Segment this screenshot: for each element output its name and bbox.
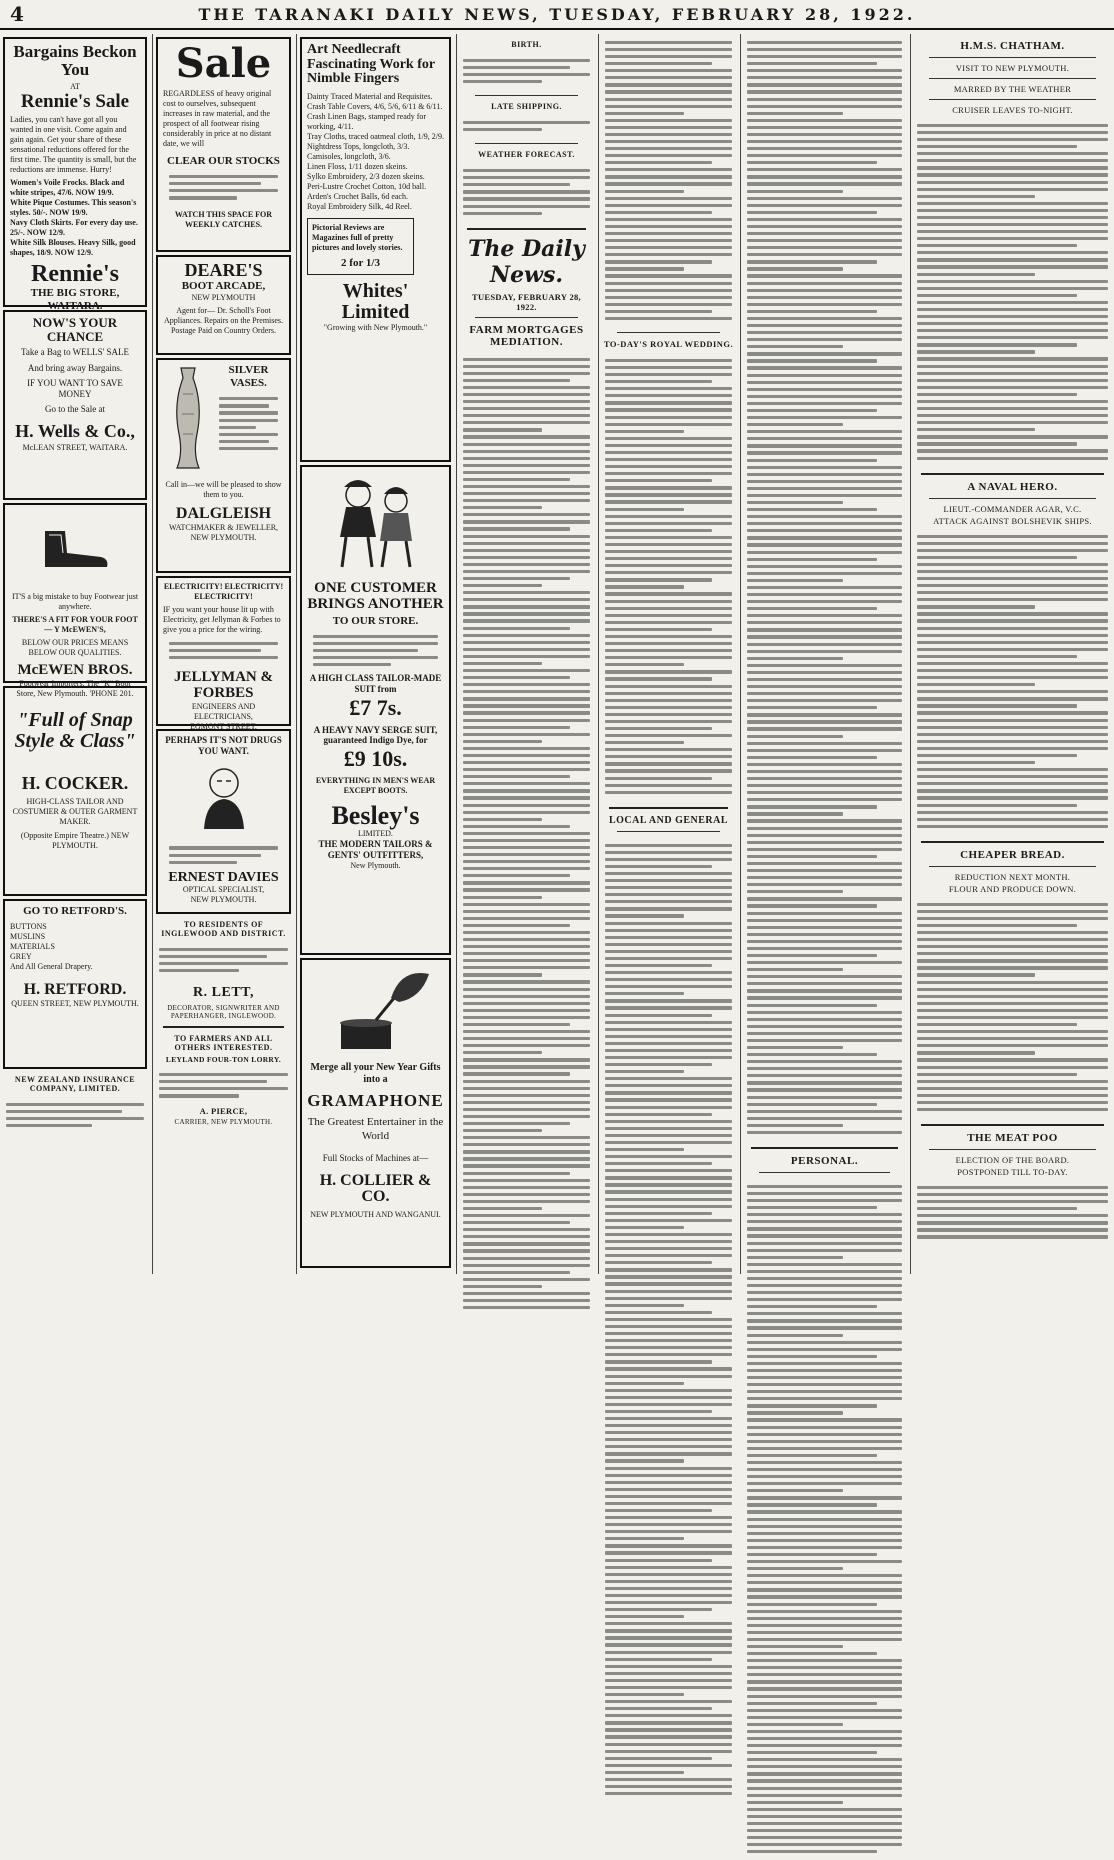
editorial-title: FARM MORTGAGES MEDIATION. <box>469 323 584 348</box>
pierce-sub: LEYLAND FOUR-TON LORRY. <box>165 1055 282 1065</box>
davies-trade: OPTICAL SPECIALIST, <box>182 885 265 895</box>
whites-item: Tray Cloths, traced oatmeal cloth, 1/9, 2/9. <box>307 132 445 142</box>
birth-text <box>457 52 596 90</box>
whites-headline: Art Needlecraft Fascinating Work for Nimble Fingers <box>307 42 435 87</box>
besley-to-store: TO OUR STORE. <box>332 614 419 627</box>
whites-item: Nightdress Tops, longcloth, 3/3. <box>307 142 410 152</box>
masthead-title: THE TARANAKI DAILY NEWS, TUESDAY, FEBRUARY 28, 1922. <box>198 4 916 24</box>
wells-name: H. Wells & Co., <box>15 420 135 441</box>
naval-hero-text <box>911 528 1114 835</box>
wells-line1: NOW'S YOUR CHANCE <box>32 315 118 344</box>
lett-trade: DECORATOR, SIGNWRITER AND PAPERHANGER, INGLEWOOD. <box>167 1004 280 1021</box>
column-1 <box>0 34 150 1274</box>
jellyman-trade: ENGINEERS AND ELECTRICIANS, <box>191 701 256 721</box>
rennie-item: White Silk Blouses. Heavy Silk, good shapes, 18/9. NOW 12/9. <box>10 237 136 257</box>
besley-ltd: LIMITED. <box>358 829 393 839</box>
whites-note: Pictorial Reviews are Magazines full of pretty pictures and lovely stories. <box>312 223 403 253</box>
deare-shop: BOOT ARCADE, <box>181 279 266 292</box>
editorial-date: TUESDAY, FEBRUARY 28, 1922. <box>472 291 581 312</box>
local-general-heading: LOCAL AND GENERAL <box>608 814 729 826</box>
sale-ad <box>156 37 291 252</box>
davies-text <box>163 840 284 871</box>
wells-line4: IF YOU WANT TO SAVE MONEY <box>27 377 123 400</box>
davies-town: NEW PLYMOUTH. <box>190 895 257 905</box>
sale-headline: Sale <box>175 40 272 87</box>
forecast-text <box>457 162 596 221</box>
mcewen-name: McEWEN BROS. <box>17 662 133 678</box>
pierce-trade: CARRIER, NEW PLYMOUTH. <box>174 1118 273 1127</box>
chatham-sub1: VISIT TO NEW PLYMOUTH. <box>955 63 1070 73</box>
cheaper-bread-title: CHEAPER BREAD. <box>960 848 1065 861</box>
rennie-headline: Bargains Beckon You <box>13 42 137 79</box>
besley-town: New Plymouth. <box>350 861 401 871</box>
collier-town: NEW PLYMOUTH AND WANGANUI. <box>310 1210 441 1220</box>
retford-name: H. RETFORD. <box>23 981 127 999</box>
editorial-text <box>457 351 596 1316</box>
retford-heading: GO TO RETFORD'S. <box>23 905 127 917</box>
meat-pool-sub: ELECTION OF THE BOARD. <box>955 1155 1070 1166</box>
besley-ad <box>300 465 451 955</box>
retford-item: GREY <box>10 952 32 962</box>
whites-item: Dainty Traced Material and Requisites. <box>307 92 433 102</box>
whites-item: Crash Linen Bags, stamped ready for working, 4/11. <box>307 112 427 132</box>
besley-offer2: A HEAVY NAVY SERGE SUIT, guaranteed Indigo Dye, for <box>313 724 438 746</box>
jellyman-ad <box>156 576 291 731</box>
jellyman-body: IF you want your house lit up with Electricity, get Jellyman & Forbes to give you a price for the wiring. <box>163 605 281 635</box>
cocker-name: H. COCKER. <box>21 773 129 793</box>
retford-address: QUEEN STREET, NEW PLYMOUTH. <box>11 998 139 1008</box>
column-6-text-top <box>741 34 908 1141</box>
column-3 <box>296 34 454 1274</box>
wells-address: McLEAN STREET, WAITARA. <box>22 443 128 453</box>
naval-hero-sub2: ATTACK AGAINST BOLSHEVIK SHIPS. <box>933 515 1092 526</box>
collier-line2: The Greatest Entertainer in the World <box>307 1115 444 1142</box>
insurance-text <box>0 1096 150 1134</box>
chatham-sub3: CRUISER LEAVES TO-NIGHT. <box>952 105 1073 115</box>
rennie-town: WAITARA. <box>47 300 103 312</box>
mcewen-line3: BELOW OUR PRICES MEANS BELOW OUR QUALITIES. <box>21 638 129 657</box>
retford-item: And All General Drapery. <box>10 962 93 972</box>
insurance-notice: NEW ZEALAND INSURANCE COMPANY, LIMITED. <box>14 1075 136 1093</box>
personal-heading: PERSONAL. <box>790 1155 859 1167</box>
cheaper-bread-text <box>911 896 1114 1118</box>
man-illustration <box>184 761 264 831</box>
cocker-slogan: "Full of Snap Style & Class" <box>14 709 136 752</box>
jellyman-street: EGMONT STREET. <box>190 721 257 731</box>
meat-pool-text <box>911 1179 1114 1246</box>
rennie-item: White Pique Costumes. This season's styles. 50/-. NOW 19/9. <box>10 197 137 217</box>
column-5 <box>598 34 738 1274</box>
besley-trade: THE MODERN TAILORS & GENTS' OUTFITTERS, <box>318 839 433 861</box>
masthead <box>0 0 1114 30</box>
collier-ad <box>300 958 451 1268</box>
column-2 <box>152 34 294 1274</box>
whites-ad <box>300 37 451 462</box>
besley-price2: £9 10s. <box>343 746 408 772</box>
forecast-heading: WEATHER FORECAST. <box>478 150 575 160</box>
besley-offer1: A HIGH CLASS TAILOR-MADE SUIT from <box>309 672 442 694</box>
naval-hero-sub: LIEUT.-COMMANDER AGAR, V.C. <box>943 503 1082 514</box>
whites-item: Peri-Lustre Crochet Cotton, 10d ball. <box>307 182 427 192</box>
dalgleish-call: Call in—we will be pleased to show them to you. <box>165 480 282 499</box>
dalgleish-name: DALGLEISH <box>175 505 272 522</box>
whites-item: Royal Embroidery Silk, 4d Reel. <box>307 202 412 212</box>
pierce-text <box>153 1066 294 1104</box>
whites-item: Camisoles, longcloth, 3/6. <box>307 152 391 162</box>
royal-wedding-text <box>599 352 738 801</box>
rennie-ad <box>3 37 147 312</box>
besley-tagline: EVERYTHING IN MEN'S WEAR EXCEPT BOOTS. <box>315 776 436 796</box>
rennie-store: THE BIG STORE, <box>30 286 120 299</box>
retford-ad <box>3 899 147 1069</box>
besley-price1: £7 7s. <box>349 694 402 720</box>
rennie-at: AT <box>70 81 80 91</box>
whites-slogan: "Growing with New Plymouth." <box>323 323 428 333</box>
wells-ad <box>3 310 147 500</box>
mcewen-line2: THERE'S A FIT FOR YOUR FOOT — Y McEWEN'S, <box>12 615 138 634</box>
rennie-blurb: Ladies, you can't have got all you wanted in one visit. Come again and gain again. Get your share of these sensational reductions offered for the first time. The quantity is small, but the reductions are immense. Hurry! <box>10 114 137 174</box>
wells-line2: Take a Bag to WELLS' SALE <box>20 347 130 358</box>
page-number: 4 <box>10 2 24 26</box>
pierce-heading: TO FARMERS AND ALL OTHERS INTERESTED. <box>174 1034 273 1053</box>
wells-line5: Go to the Sale at <box>45 404 105 415</box>
daily-news-masthead: The Daily News. <box>468 235 585 288</box>
chatham-sub2: MARRED BY THE WEATHER <box>953 84 1072 94</box>
chatham-title: H.M.S. CHATHAM. <box>960 40 1065 52</box>
collier-line3: Full Stocks of Machines at— <box>322 1153 429 1164</box>
jellyman-name: JELLYMAN & FORBES <box>173 669 274 702</box>
chatham-text <box>911 117 1114 467</box>
lett-heading: TO RESIDENTS OF INGLEWOOD AND DISTRICT. <box>161 920 286 938</box>
mcewen-address: Footwear Importers, The "K" Boot Store, New Plymouth. 'PHONE 201. <box>16 678 134 698</box>
shipping-heading: LATE SHIPPING. <box>491 102 562 112</box>
davies-headline: PERHAPS IT'S NOT DRUGS YOU WANT. <box>165 735 282 756</box>
cocker-ad <box>3 686 147 896</box>
sale-intro: REGARDLESS of heavy original cost to ourselves, subsequent increases in raw material, and the prospect of all footwear rising considerably in price at no distant date, we will <box>163 89 272 148</box>
cheaper-bread-sub: REDUCTION NEXT MONTH. <box>954 871 1071 882</box>
davies-name: ERNEST DAVIES <box>168 869 279 885</box>
cheaper-bread-sub2: FLOUR AND PRODUCE DOWN. <box>948 883 1077 894</box>
pierce-name: A. PIERCE, <box>199 1106 248 1117</box>
davies-ad <box>156 729 291 914</box>
retford-item: MUSLINS <box>10 932 46 942</box>
sale-clear: CLEAR OUR STOCKS <box>167 155 280 167</box>
deare-town: NEW PLYMOUTH <box>191 293 256 303</box>
rennie-name: Rennie's Sale <box>20 90 130 112</box>
vase-illustration <box>163 364 213 474</box>
mcewen-ad <box>3 503 147 698</box>
cocker-address: (Opposite Empire Theatre.) NEW PLYMOUTH. <box>20 830 130 850</box>
naval-hero-title: A NAVAL HERO. <box>967 480 1058 493</box>
besley-text <box>307 628 444 673</box>
column-7 <box>910 34 1114 1274</box>
deare-ad <box>156 255 291 355</box>
besley-headline: ONE CUSTOMER BRINGS ANOTHER <box>307 580 444 612</box>
column-4 <box>456 34 596 1274</box>
retford-item: BUTTONS <box>10 922 47 932</box>
sale-footer: WATCH THIS SPACE FOR WEEKLY CATCHES. <box>174 210 273 230</box>
boot-illustration <box>35 513 115 583</box>
dalgleish-town: NEW PLYMOUTH. <box>190 532 257 542</box>
vase-text <box>213 390 284 457</box>
wells-line3: And bring away Bargains. <box>27 362 123 373</box>
whites-name: Whites' Limited <box>341 280 410 324</box>
rennie-footer-name: Rennie's <box>30 260 119 287</box>
meat-pool-title: THE MEAT POO <box>967 1132 1058 1145</box>
customers-illustration <box>316 475 436 570</box>
whites-item: Arden's Crochet Balls, 6d each. <box>307 192 408 202</box>
lett-name: R. LETT, <box>193 985 254 1001</box>
rennie-item: Navy Cloth Skirts. For every day use. 25/-. NOW 12/9. <box>10 217 138 237</box>
retford-item: MATERIALS <box>10 942 55 952</box>
dalgleish-ad <box>156 358 291 573</box>
collier-product: GRAMAPHONE <box>307 1091 444 1110</box>
whites-item: Crash Table Covers, 4/6, 5/6, 6/11 & 6/11. <box>307 102 443 112</box>
royal-wedding-heading: TO-DAY'S ROYAL WEDDING. <box>603 339 734 350</box>
mcewen-line1: IT'S a big mistake to buy Footwear just anywhere. <box>11 592 139 611</box>
vase-title: SILVER VASES. <box>228 364 269 390</box>
lett-text <box>153 941 294 979</box>
jellyman-banner: ELECTRICITY! ELECTRICITY! ELECTRICITY! <box>163 582 284 601</box>
local-general-text <box>599 837 738 1802</box>
gramophone-illustration <box>321 968 431 1053</box>
whites-price: 2 for 1/3 <box>341 257 380 270</box>
column-6 <box>740 34 908 1274</box>
birth-heading: BIRTH. <box>511 40 542 49</box>
besley-name: Besley's <box>331 801 420 831</box>
column-5-text-top <box>599 34 738 327</box>
meat-pool-sub2: POSTPONED TILL TO-DAY. <box>957 1167 1068 1178</box>
collier-name: H. COLLIER & CO. <box>319 1171 432 1206</box>
collier-line1: Merge all your New Year Gifts into a <box>310 1062 441 1085</box>
dalgleish-trade: WATCHMAKER & JEWELLER, <box>168 522 279 532</box>
shipping-text <box>457 114 596 138</box>
deare-name: DEARE'S <box>184 260 263 280</box>
whites-item: Sylko Embroidery, 2/3 dozen skeins. <box>307 172 425 182</box>
personal-text <box>741 1178 908 1860</box>
deare-note: Agent for— Dr. Scholl's Foot Appliances. Repairs on the Premises. Postage Paid on Country Orders. <box>163 306 284 336</box>
whites-item: Linen Floss, 1/11 dozen skeins. <box>307 162 408 172</box>
rennie-item: Women's Voile Frocks. Black and white stripes, 47/6. NOW 19/9. <box>10 177 125 197</box>
jellyman-text <box>163 635 284 666</box>
sale-details <box>163 168 284 206</box>
cocker-desc: HIGH-CLASS TAILOR AND COSTUMIER & OUTER GARMENT MAKER. <box>12 796 138 826</box>
